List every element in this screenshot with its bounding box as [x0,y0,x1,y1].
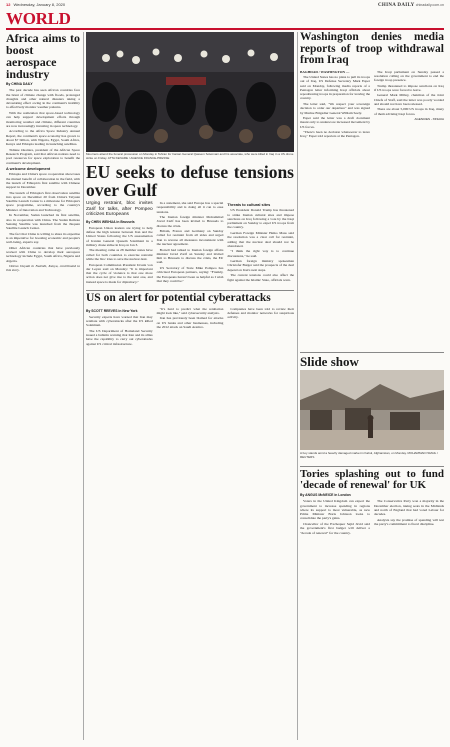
paragraph: Other African countries that have previously worked with China to develop their aerospace technology include Egypt, South Africa, Nigeria and Algeria. [6,245,80,263]
withdraw-headline: Washington denies media reports of troop withdrawal from Iraq [300,32,444,66]
website: chinadaily.com.cn [415,2,444,7]
cyber-headline: US on alert for potential cyberattacks [86,293,271,304]
funeral-photo [86,32,294,152]
slide-caption: A boy stands amid a heavily damaged market in Kabul, Afghanistan, on Monday. MOHAMMAD ISMAIL / REUTERS [300,451,438,459]
africa-article [6,32,80,740]
paragraph: The Conservative Party won a majority in the December election, taking seats in the Midlands and north of England that had voted Labour for decades. [374,499,444,517]
paragraph: Esper said the letter was a draft document meant only to underscore increased movement by US forces. [300,116,370,129]
paragraph: The past decade has seen African countries face the brunt of climate change with floods, prolonged droughts and other natural disasters taking a devastating effect owing in the continent's inability to effectively monitor weather patterns. [6,88,80,110]
paragraph: Britain, France and Germany on Sunday called for restraint from all sides and urged Iran to reverse all measures inconsistent with the nuclear agreement. [156,229,224,247]
paragraph: Borrell had talked to Iranian foreign affairs minister Javad Zarif on Sunday and invited him to Brussels to discuss the crisis, the EU said. [156,247,224,265]
paragraph: According to the Africa Space Industry Annual Report, the continent's space economy has grown to about $7 billion, with Nigeria, Egypt, South Africa, Kenya and Ethiopia leading in launching satellites. [6,129,80,147]
eu-dek: Urging restraint, bloc invites Zarif for talks, after Pompeo criticizes Europeans [86,201,153,217]
africa-credit: Otieno Ouyaki in Nairobi, Kenya, contributed to this story. [6,264,80,273]
paragraph: Iran has previously been blamed for attacks on US banks and other businesses, including the 2012 attack on Saudi Aramco. [156,316,224,329]
page-header [6,0,444,9]
kabul-photo [300,370,444,450]
paragraph: The current tensions could also affect the fight against the Islamic State, officials warn. [227,273,294,282]
paragraph: Ethiopia and China's space cooperation showcases the mutual benefit of collaboration in the field, with the launch of Ethiopia's first satellite with Chinese support in December. [6,172,80,190]
paragraph: Trump threatened to impose sanctions on Iraq if US troops were forced to leave. [374,83,444,92]
paragraph: The letter said, "We respect your sovereign decision to order our departure" and was signed by Marine Brigadier General William Seely. [300,101,370,115]
paragraph: The launch of Ethiopia's first observation satellite into space on December 20 from China's Taiyuan Satellite Launch Center is a milestone for Ethiopia's space programme, according to the country's Minister of Innovation and Technology. [6,190,80,212]
paragraph: Security experts have warned that Iran may retaliate with cyberattacks after the US killed Soleimani. [86,314,153,328]
page-number: 12 [6,2,11,7]
paragraph: The meeting came as 28 member states have called for both countries to exercise restraint while the bloc tries to save the nuclear deal. [86,248,153,262]
column-divider [83,32,84,740]
paragraph: General Mark Milley, chairman of the Joint Chiefs of Staff, said the letter was poorly worded and should not have been released. [374,93,444,106]
africa-headline: Africa aims to boost aerospace industry [6,32,80,81]
paragraph: Chancellor of the Exchequer Sajid Javid said the government's first budget will deliver a "decade of renewal" for the country. [300,521,370,535]
section-rule [6,28,444,30]
eu-subhead: Threats to cultural sites [227,203,271,207]
paragraph: With the realization that space-based technology can help support development efforts through monitoring weather and climate, different countries are now increasingly investing in space technology. [6,110,80,128]
paragraph: The Iranian foreign minister Mohammad Javad Zarif has been invited to Brussels to discuss the crisis. [156,215,224,228]
paragraph: European Commission President Ursula von der Leyen said on Monday: "It is important that the cycle of violence is that one more action does not give rise to the next one, and instead space is made for diplomacy." [86,262,153,284]
paragraph: Tidiane Ouattara, president of the African Space Research Program, said that African nations need to pool resources for space exploration to benefit the continent's development. [6,147,80,165]
paragraph: US President Donald Trump has threatened to strike Iranian cultural sites and impose sanctions on Iraq following a vote by the Iraqi parliament on Sunday to expel US troops from the country. [227,208,294,230]
cyber-article [86,293,294,740]
paragraph: The Iraqi parliament on Sunday passed a resolution calling on the government to end the foreign troop presence. [374,69,444,83]
paragraph: German Foreign Minister Heiko Maas said the resolution was a clear call for restraint, adding that the nuclear deal should not be abandoned. [227,230,294,248]
withdraw-article [300,32,444,350]
paragraph: German foreign ministry spokesman Christofer Burger said the prospects of the deal depend on Iran's next steps. [227,259,294,272]
paragraph: Companies have been told to review their defenses and monitor networks for suspicious activity. [227,306,294,320]
tories-article [300,469,444,740]
africa-byline: By CHINA DAILY [6,82,33,86]
eu-article [86,164,294,288]
section-title: WORLD [6,9,71,28]
paragraph: US Secretary of State Mike Pompeo has criticized European partners, saying: "Frankly, the Europeans haven't been as helpful as I wish that they could be." [156,265,224,283]
photo-caption: Mourners attend the funeral procession on Monday in Tehran for Iranian General Qassem Soleimani and his associate, who were killed in Iraq in a US drone strike on Friday. ATTA KENARE / AGENCE FRANCE-PRESSE [86,152,294,160]
paragraph: There are about 5,000 US troops in Iraq, many of them advising Iraqi forces. [374,107,444,116]
eu-headline: EU seeks to defuse tensions over Gulf [86,164,294,200]
paragraph: European Union leaders are trying to help defuse the high tension between Iran and the United States following the US assassination of Iranian General Qassem Soleimani in a military drone strike in Iraq on Jan 3. [86,225,153,247]
tories-headline: Tories splashing out to fund 'decade of renewal' for UK [300,469,444,491]
paragraph: "There's been no decision whatsoever to leave Iraq," Esper told reporters at the Pentagon. [300,130,370,139]
tories-byline: By ANGUS McNEICE in London [300,493,351,497]
masthead-logo: CHINA DAILY [377,2,415,8]
paragraph: Voters in the United Kingdom can expect the government to increase spending in regions where its support is most vulnerable, as new Prime Minister Boris Johnson looks to consolidate the party's gains. [300,499,370,521]
paragraph: In a statement, she said Europe has a special responsibility and is doing all it can to ease tensions. [156,201,224,214]
withdraw-credit: AGENCIES - XINHUA [414,117,444,122]
paragraph: Analysts say the promise of spending will test the party's commitment to fiscal discipline. [374,517,444,526]
paragraph: "I think the right way is to continue discussions," he said. [227,249,294,258]
issue-date: Wednesday, January 8, 2020 [13,2,66,7]
paragraph: In November, Sudan launched its first satellite, also in cooperation with China. The Sudan Remote Sensing Satellite was launched from the Jiuquan Satellite Launch Center. [6,213,80,231]
article-divider [300,352,444,353]
paragraph: "It's hard to predict what the retaliation might look like," said cybersecurity analysts. [156,306,224,315]
article-divider [86,290,294,291]
africa-subhead: A welcome development [6,166,51,171]
eu-byline: By CHEN WEIHUA in Brussels [86,219,135,224]
column-divider [297,32,298,740]
paragraph: The United States has no plans to pull its troops out of Iraq, US Defense Secretary Mark Esper said on Monday, following media reports of a Pentagon letter informing Iraqi officials about repositioning troops in preparation for leaving the country. [300,74,370,101]
cyber-byline: By SCOTT REEVES in New York [86,308,138,313]
slide-show-title: Slide show [300,354,359,369]
dateline: BAGHDAD / WASHINGTON — [300,69,350,74]
paragraph: The fact that China is willing to share its expertise is an imperative for boosting economic and people's well-being, experts say. [6,231,80,245]
paragraph: The US Department of Homeland Security issued a bulletin warning that Iran and its allies have the capability to carry out cyberattacks against US critical infrastructure. [86,328,153,346]
article-divider [300,466,444,467]
